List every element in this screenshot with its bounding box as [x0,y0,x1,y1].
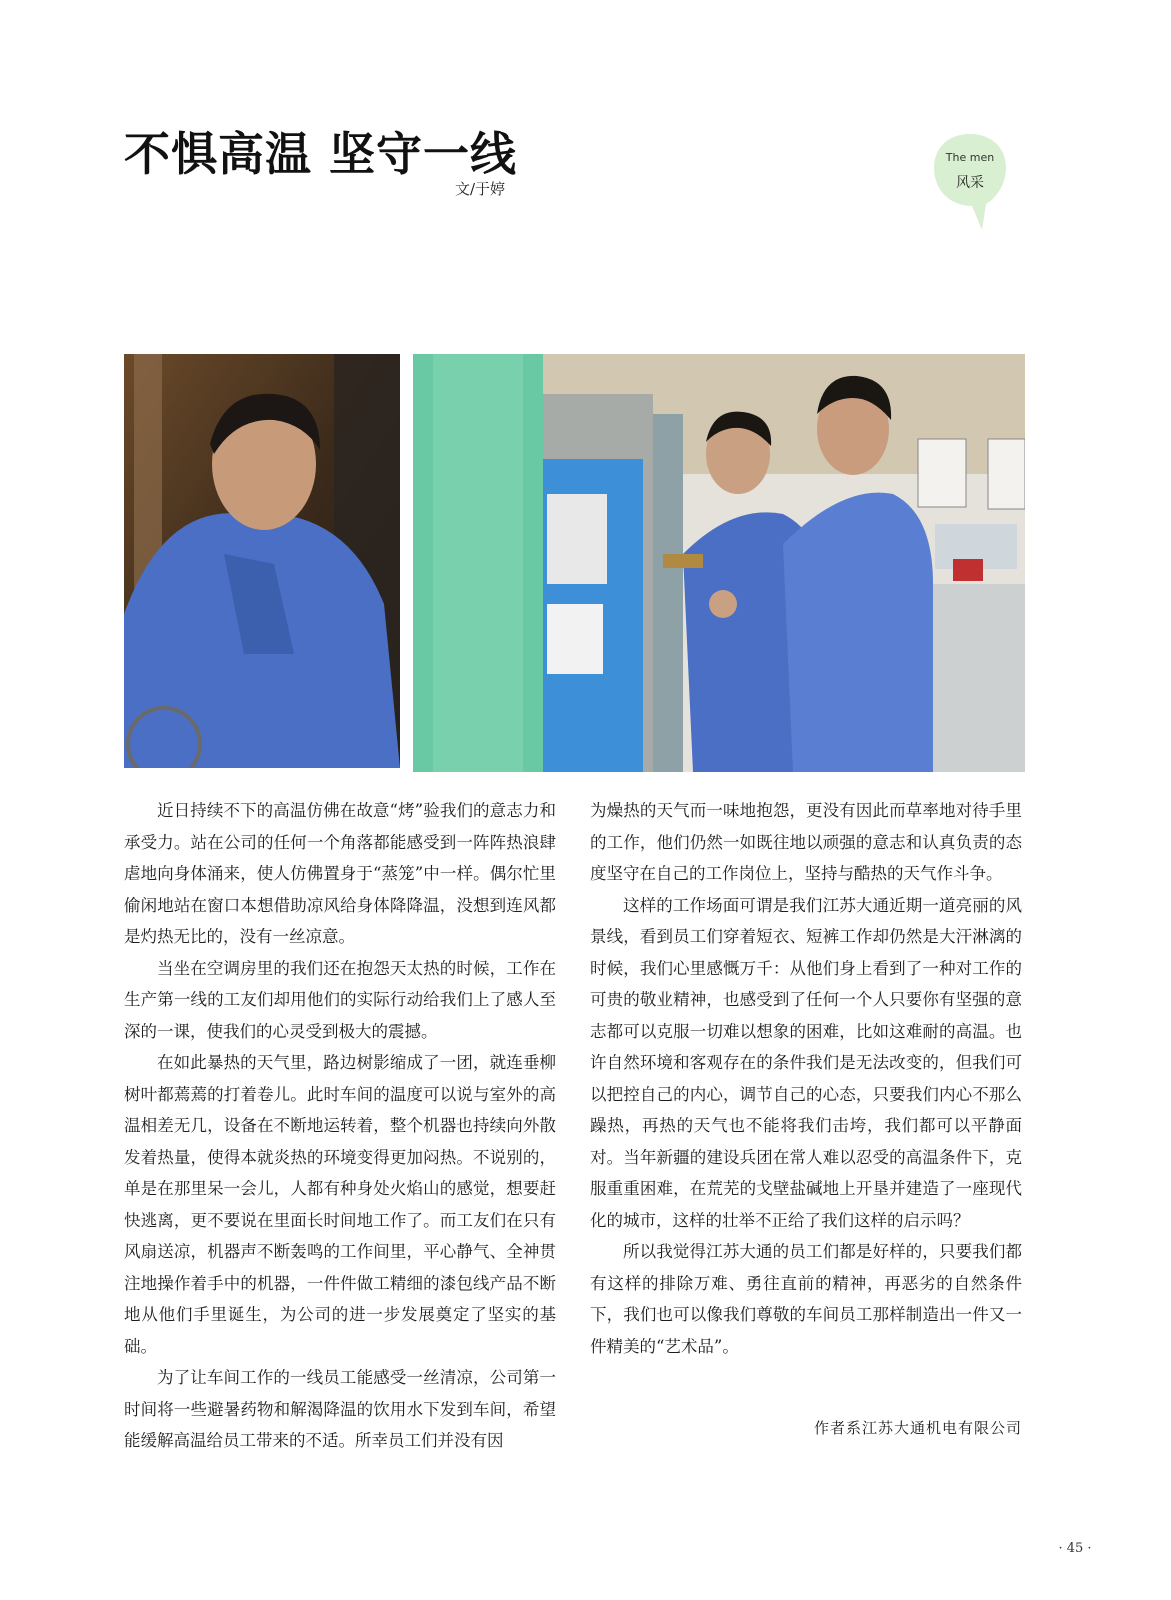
body-column-right [590,795,1022,1362]
section-badge-zh: 风采 [956,175,984,191]
article-title: 不惧高温 坚守一线 [124,127,518,181]
body-column-left [124,795,556,1457]
section-badge-en: The men [945,151,995,164]
paragraph: 近日持续不下的高温仿佛在故意“烤”验我们的意志力和承受力。站在公司的任何一个角落都能感受到一阵阵热浪肆虐地向身体涌来，使人仿佛置身于“蒸笼”中一样。偶尔忙里偷闲地站在窗口本想借助凉风给身体降降温，没想到连风都是灼热无比的，没有一丝凉意。 [124,801,556,946]
paragraph: 当坐在空调房里的我们还在抱怨天太热的时候，工作在生产第一线的工友们却用他们的实际行动给我们上了感人至深的一课，使我们的心灵受到极大的震撼。 [124,958,556,1041]
author-affiliation: 作者系江苏大通机电有限公司 [813,1419,1022,1437]
paragraph: 所以我觉得江苏大通的员工们都是好样的，只要我们都有这样的排除万难、勇往直前的精神，再恶劣的自然条件下，我们也可以像我们尊敬的车间员工那样制造出一件又一件精美的“艺术品”。 [590,1242,1022,1356]
photo-worker-closeup [124,354,400,768]
paragraph: 为了让车间工作的一线员工能感受一丝清凉，公司第一时间将一些避暑药物和解渴降温的饮用水下发到车间，希望能缓解高温给员工带来的不适。所幸员工们并没有因 [124,1368,556,1450]
paragraph: 在如此暴热的天气里，路边树影缩成了一团，就连垂柳树叶都蔫蔫的打着卷儿。此时车间的温度可以说与室外的高温相差无几，设备在不断地运转着，整个机器也持续向外散发着热量，使得本就炎热的环境变得更加闷热。不说别的，单是在那里呆一会儿，人都有种身处火焰山的感觉，想要赶快逃离，更不要说在里面长时间地工作了。而工友们在只有风扇送凉，机器声不断轰鸣的工作间里，平心静气、全神贯注地操作着手中的机器，一件件做工精细的漆包线产品不断地从他们手里诞生，为公司的进一步发展奠定了坚实的基础。 [124,1053,556,1356]
paragraph: 这样的工作场面可谓是我们江苏大通近期一道亮丽的风景线，看到员工们穿着短衣、短裤工作却仍然是大汗淋漓的时候，我们心里感慨万千：从他们身上看到了一种对工作的可贵的敬业精神，也感受到了任何一个人只要你有坚强的意志都可以克服一切难以想象的困难，比如这难耐的高温。也许自然环境和客观存在的条件我们是无法改变的，但我们可以把控自己的内心，调节自己的心态，只要我们内心不那么躁热，再热的天气也不能将我们击垮，我们都可以平静面对。当年新疆的建设兵团在常人难以忍受的高温条件下，克服重重困难，在荒芜的戈壁盐碱地上开垦并建造了一座现代化的城市，这样的壮举不正给了我们这样的启示吗？ [590,895,1022,1230]
page-number: · 45 · [1058,1541,1092,1556]
author-byline: 文/于婷 [455,180,506,198]
paragraph-continued: 为燥热的天气而一味地抱怨，更没有因此而草率地对待手里的工作，他们仍然一如既往地以顽强的意志和认真负责的态度坚守在自己的工作岗位上，坚持与酷热的天气作斗争。 [590,801,1022,883]
photo-workers-at-machine [413,354,1025,772]
section-badge [930,130,1010,238]
